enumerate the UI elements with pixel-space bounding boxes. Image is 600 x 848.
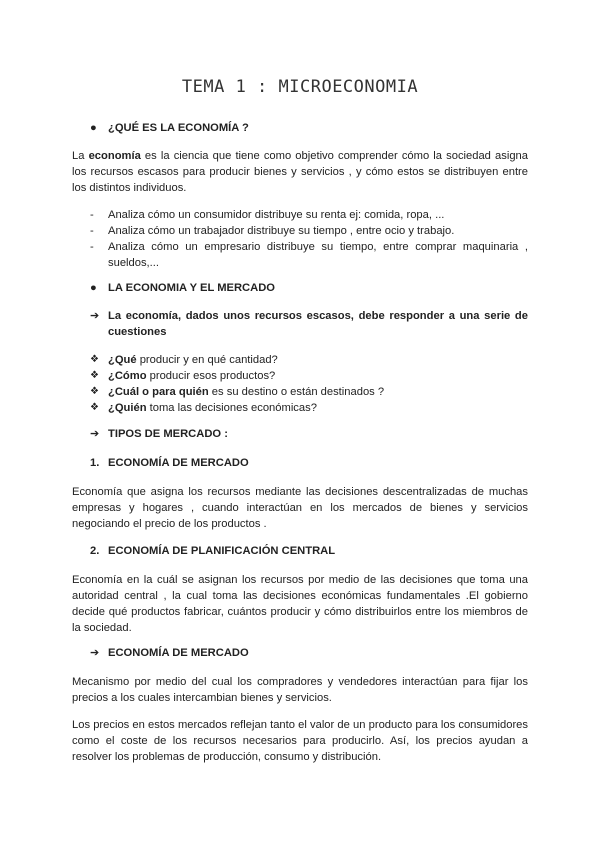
question-keyword: ¿Qué xyxy=(108,354,137,366)
definition-rest: es la ciencia que tiene como objetivo comprender cómo la sociedad asigna los recursos escasos para producir bienes y servicios , y cómo estos se distribuyen entre los distintos individuos. xyxy=(72,150,528,194)
list-item xyxy=(90,368,528,384)
numbered-heading-1 xyxy=(90,455,528,471)
definition-term: economía xyxy=(88,150,141,162)
heading-text: ECONOMÍA DE PLANIFICACIÓN CENTRAL xyxy=(108,545,336,557)
heading-text: LA ECONOMIA Y EL MERCADO xyxy=(108,282,275,294)
list-item-text: Analiza cómo un consumidor distribuye su renta ej: comida, ropa, ... xyxy=(108,209,445,221)
arrow-icon: ➔ xyxy=(90,310,100,322)
planificacion-central-paragraph: Economía en la cuál se asignan los recursos por medio de las decisiones que toma una autoridad central , la cual toma las decisiones económicas fundamentales .El gobierno decide qué productos fabricar, cuántos producir y cómo distribuirlos entre los miembros de la sociedad. xyxy=(72,574,528,634)
section-heading-economia-de-mercado xyxy=(90,645,528,661)
tipos-heading-text: TIPOS DE MERCADO : xyxy=(108,428,228,440)
diamond-icon: ❖ xyxy=(90,386,99,397)
numbered-heading-2 xyxy=(90,543,528,559)
question-keyword: ¿Quién xyxy=(108,402,147,414)
heading-text: ECONOMÍA DE MERCADO xyxy=(108,647,249,659)
dash-marker: - xyxy=(90,209,94,221)
page-title: TEMA 1 : MICROECONOMIA xyxy=(181,77,419,97)
list-item-text: Analiza cómo un trabajador distribuye su tiempo , entre ocio y trabajo. xyxy=(108,225,455,237)
dash-marker: - xyxy=(90,225,94,237)
question-rest: toma las decisiones económicas? xyxy=(146,402,317,414)
list-item xyxy=(90,400,528,416)
question-keyword: ¿Cuál o para quién xyxy=(108,386,209,398)
mecanismo-paragraph: Mecanismo por medio del cual los compradores y vendedores interactúan para fijar los precios a los cuales intercambian bienes y servicios. xyxy=(72,676,528,704)
list-item xyxy=(90,223,528,239)
diamond-icon: ❖ xyxy=(90,354,99,365)
question-rest: es su destino o están destinados ? xyxy=(208,386,385,398)
definition-paragraph xyxy=(72,148,528,196)
section-heading-que-es-economia xyxy=(90,120,528,136)
tipos-heading xyxy=(90,426,528,442)
arrow-statement xyxy=(90,308,528,340)
list-item xyxy=(90,384,528,400)
heading-text: ¿QUÉ ES LA ECONOMÍA ? xyxy=(108,122,249,134)
diamond-icon: ❖ xyxy=(90,370,99,381)
bullet-marker: ● xyxy=(90,282,97,294)
question-rest: producir esos productos? xyxy=(146,370,276,382)
list-item-text: Analiza cómo un empresario distribuye su tiempo, entre comprar maquinaria , sueldos,... xyxy=(108,241,528,269)
questions-list xyxy=(90,352,528,416)
item-number: 1. xyxy=(90,457,100,469)
item-number: 2. xyxy=(90,545,100,557)
question-rest: producir y en qué cantidad? xyxy=(136,354,278,366)
list-item xyxy=(90,207,528,223)
arrow-icon: ➔ xyxy=(90,428,100,440)
economia-mercado-paragraph: Economía que asigna los recursos mediante las decisiones descentralizadas de muchas empresas y hogares , cuando interactúan en los mercados de bienes y servicios negociando el precio de los productos . xyxy=(72,486,528,530)
definition-pre: La xyxy=(72,150,89,162)
dash-marker: - xyxy=(90,241,94,253)
list-item xyxy=(90,239,528,271)
list-item xyxy=(90,352,528,368)
bullet-marker: ● xyxy=(90,122,97,134)
section-heading-economia-mercado xyxy=(90,280,528,296)
question-keyword: ¿Cómo xyxy=(108,370,147,382)
heading-text: ECONOMÍA DE MERCADO xyxy=(108,457,249,469)
arrow-statement-text: La economía, dados unos recursos escasos, debe responder a una serie de cuestiones xyxy=(108,310,528,338)
precios-paragraph: Los precios en estos mercados reflejan tanto el valor de un producto para los consumidores como el coste de los recursos necesarios para producirlo. Así, los precios ayudan a resolver los problemas de producción, consumo y distribución. xyxy=(72,719,528,763)
diamond-icon: ❖ xyxy=(90,402,99,413)
analysis-list xyxy=(90,207,528,271)
arrow-icon: ➔ xyxy=(90,647,100,659)
